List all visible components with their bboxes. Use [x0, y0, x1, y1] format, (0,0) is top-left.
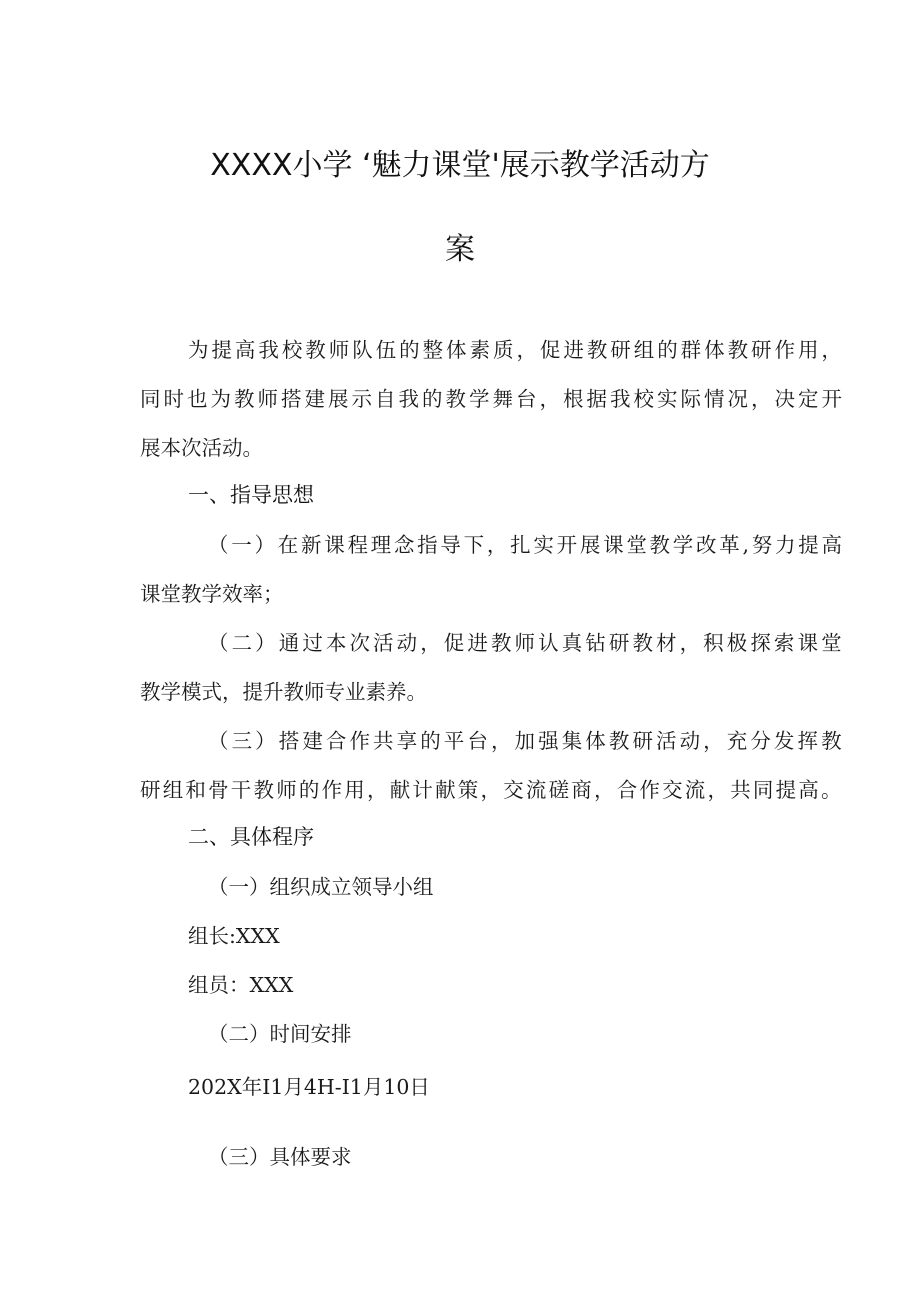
- guiding-item-3-line-2: 研组和骨干教师的作用，献计献策，交流磋商，合作交流，共同提高。: [140, 778, 844, 802]
- procedure-schedule: 202X年I1月4H-I1月10日: [188, 1075, 430, 1099]
- procedure-members: 组员：XXX: [188, 973, 294, 997]
- guiding-item-2-line-2: 教学模式，提升教师专业素养。: [140, 680, 427, 704]
- intro-line-2: 同时也为教师搭建展示自我的教学舞台，根据我校实际情况，决定开: [140, 387, 845, 411]
- procedure-sub-1: （一）组织成立领导小组: [208, 875, 434, 899]
- procedure-sub-3: （三）具体要求: [208, 1145, 352, 1169]
- guiding-item-1-line-2: 课堂教学效率；: [140, 582, 284, 606]
- intro-line-1: 为提高我校教师队伍的整体素质，促进教研组的群体教研作用，: [188, 338, 845, 362]
- guiding-item-3-line-1: （三）搭建合作共享的平台，加强集体教研活动，充分发挥教: [208, 729, 845, 753]
- document-title-line-1: XXXX小学 ‘魅力课堂'展示教学活动方: [210, 148, 710, 183]
- procedure-sub-2: （二）时间安排: [208, 1022, 352, 1046]
- guiding-item-2-line-1: （二）通过本次活动，促进教师认真钻研教材，积极探索课堂: [208, 631, 845, 655]
- document-title-line-2: 案: [445, 232, 475, 267]
- procedure-leader: 组长:XXX: [188, 924, 280, 948]
- guiding-item-1-line-1: （一）在新课程理念指导下，扎实开展课堂教学改革,努力提高: [208, 533, 845, 557]
- intro-line-3: 展本次活动。: [140, 436, 263, 460]
- section-heading-procedure: 二、具体程序: [188, 825, 314, 849]
- section-heading-guiding-thought: 一、指导思想: [188, 483, 314, 507]
